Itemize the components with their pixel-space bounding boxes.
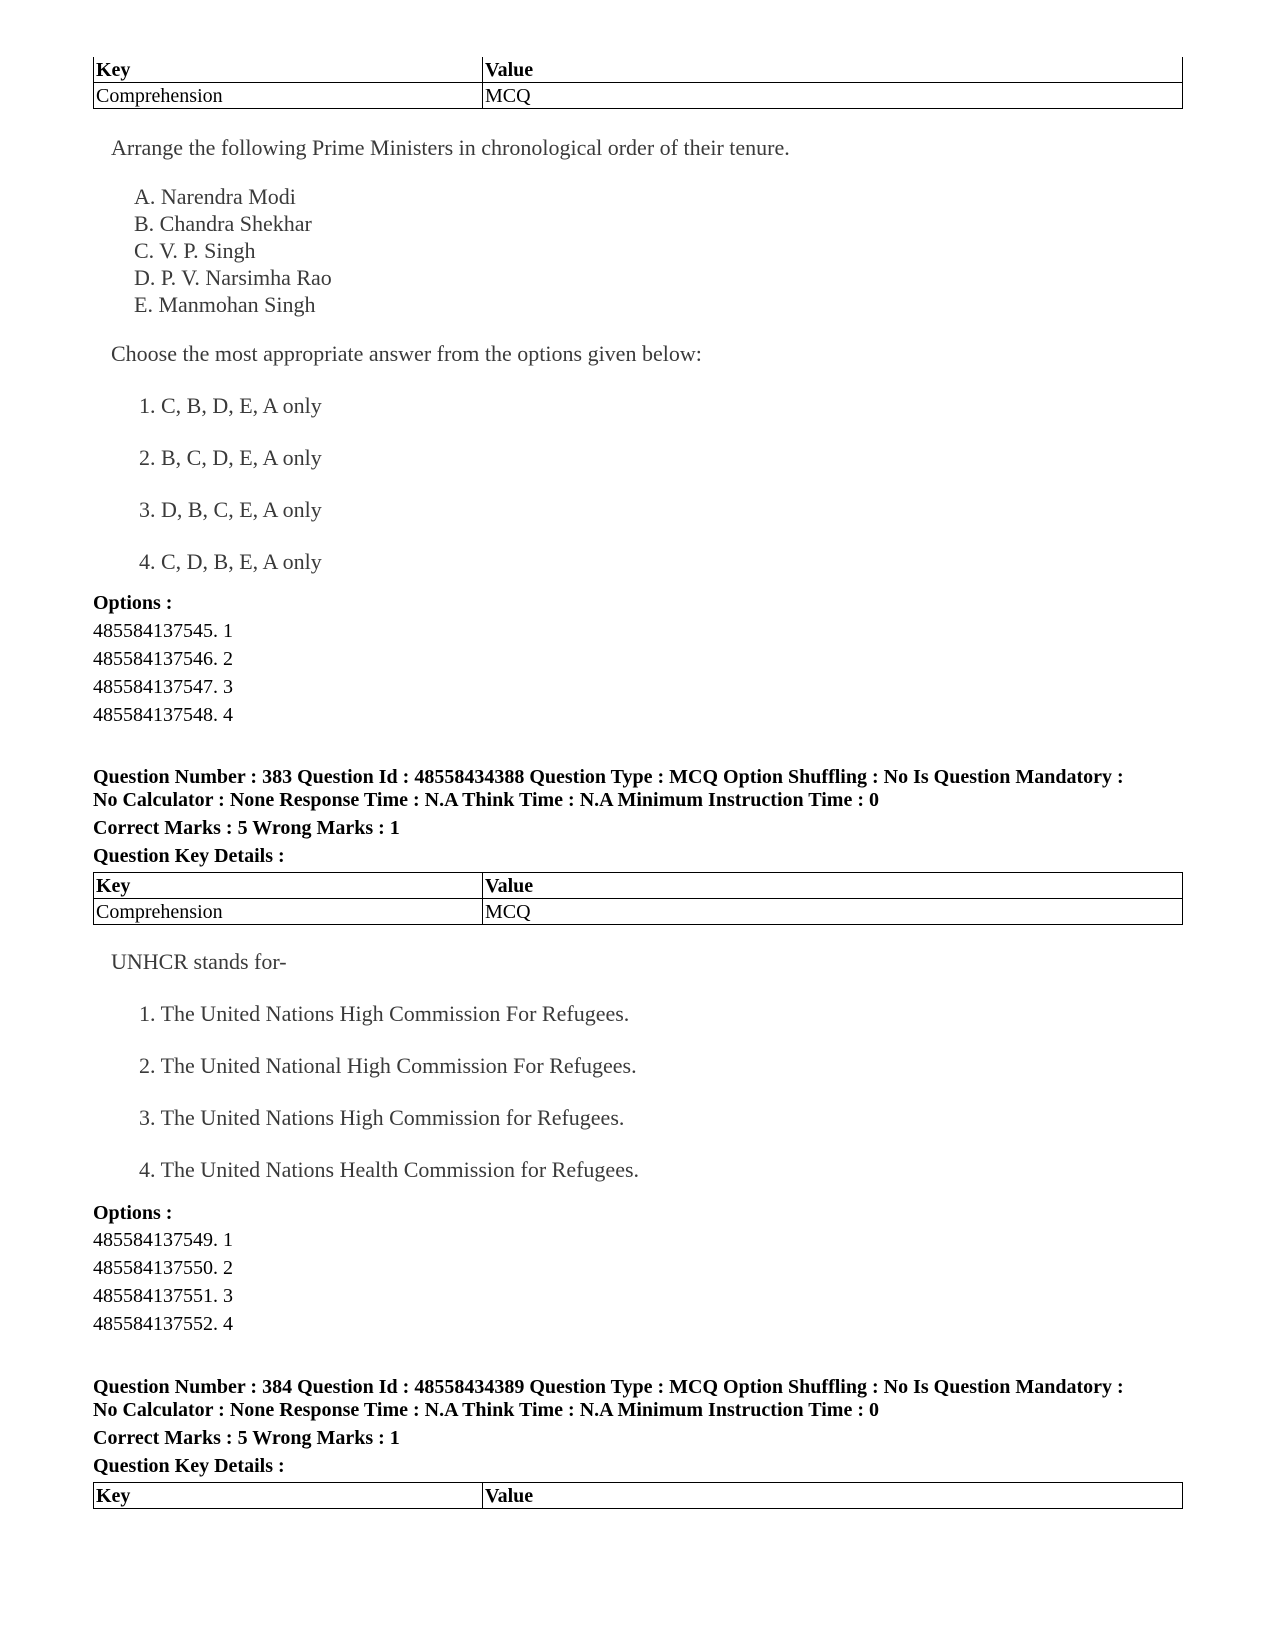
question-text: Arrange the following Prime Ministers in chronological order of their tenure. <box>111 135 790 160</box>
key-details-label: Question Key Details : <box>93 845 285 867</box>
option-id: 485584137548. 4 <box>93 704 233 726</box>
question-key-table <box>93 1482 1183 1509</box>
question-header-line: Question Number : 384 Question Id : 48558434389 Question Type : MCQ Option Shuffling : No Is Question Mandatory : <box>93 1376 1124 1398</box>
option-id: 485584137550. 2 <box>93 1257 233 1279</box>
option-id: 485584137549. 1 <box>93 1229 233 1251</box>
list-item: B. Chandra Shekhar <box>134 211 312 236</box>
marks-line: Correct Marks : 5 Wrong Marks : 1 <box>93 817 400 839</box>
answer-choice: 4. C, D, B, E, A only <box>139 549 322 574</box>
answer-choice: 3. The United Nations High Commission for Refugees. <box>139 1105 625 1130</box>
option-id: 485584137546. 2 <box>93 648 233 670</box>
value-column-header: Value <box>483 873 1183 899</box>
question-instruction: Choose the most appropriate answer from the options given below: <box>111 341 702 366</box>
key-cell: Comprehension <box>94 899 483 925</box>
key-table-header-row <box>94 873 1183 899</box>
question-key-table <box>93 872 1183 925</box>
key-table-row <box>94 83 1183 109</box>
list-item: A. Narendra Modi <box>134 184 296 209</box>
option-id: 485584137551. 3 <box>93 1285 233 1307</box>
list-item: E. Manmohan Singh <box>134 292 316 317</box>
value-cell: MCQ <box>483 83 1183 109</box>
question-key-table <box>93 57 1183 109</box>
key-cell: Comprehension <box>94 83 483 109</box>
key-details-label: Question Key Details : <box>93 1455 285 1477</box>
options-label: Options : <box>93 1202 173 1224</box>
options-label: Options : <box>93 592 173 614</box>
answer-choice: 2. B, C, D, E, A only <box>139 445 322 470</box>
answer-choice: 1. C, B, D, E, A only <box>139 393 322 418</box>
answer-choice: 1. The United Nations High Commission For Refugees. <box>139 1001 630 1026</box>
key-table-row <box>94 899 1183 925</box>
question-header-line: Question Number : 383 Question Id : 48558434388 Question Type : MCQ Option Shuffling : No Is Question Mandatory : <box>93 766 1124 788</box>
list-item: D. P. V. Narsimha Rao <box>134 265 332 290</box>
answer-choice: 2. The United National High Commission For Refugees. <box>139 1053 637 1078</box>
marks-line: Correct Marks : 5 Wrong Marks : 1 <box>93 1427 400 1449</box>
option-id: 485584137552. 4 <box>93 1313 233 1335</box>
key-table-header-row <box>94 1483 1183 1509</box>
list-item: C. V. P. Singh <box>134 238 256 263</box>
key-column-header: Key <box>94 57 483 83</box>
key-column-header: Key <box>94 873 483 899</box>
key-column-header: Key <box>94 1483 483 1509</box>
question-header-line: No Calculator : None Response Time : N.A Think Time : N.A Minimum Instruction Time : 0 <box>93 1399 879 1421</box>
value-cell: MCQ <box>483 899 1183 925</box>
answer-choice: 4. The United Nations Health Commission for Refugees. <box>139 1157 640 1182</box>
option-id: 485584137545. 1 <box>93 620 233 642</box>
option-id: 485584137547. 3 <box>93 676 233 698</box>
question-header-line: No Calculator : None Response Time : N.A Think Time : N.A Minimum Instruction Time : 0 <box>93 789 879 811</box>
value-column-header: Value <box>483 1483 1183 1509</box>
key-table-header-row <box>94 57 1183 83</box>
question-text: UNHCR stands for- <box>111 949 287 974</box>
value-column-header: Value <box>483 57 1183 83</box>
answer-choice: 3. D, B, C, E, A only <box>139 497 322 522</box>
